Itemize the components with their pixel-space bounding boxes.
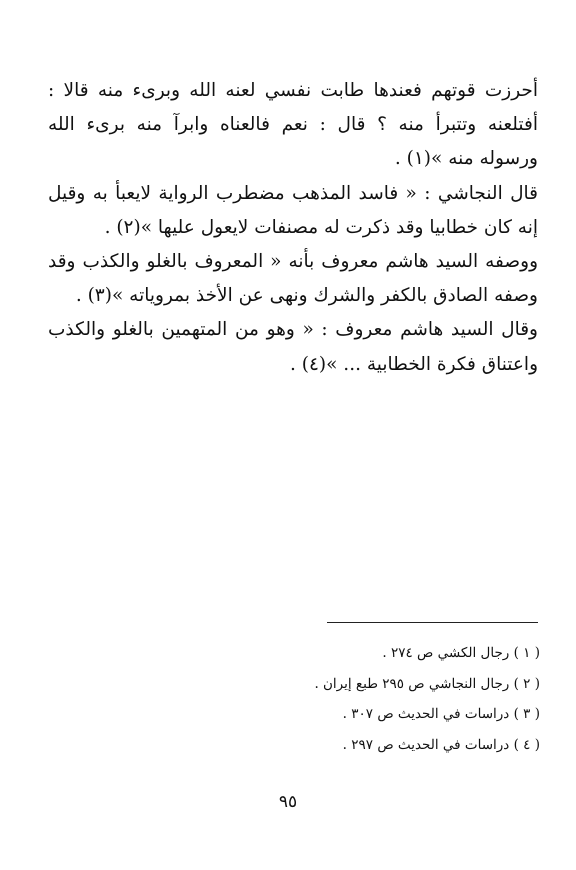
- footnote: ( ٣ ) دراسات في الحديث ص ٣٠٧ .: [342, 706, 540, 722]
- footnote: ( ٢ ) رجال النجاشي ص ٢٩٥ طبع إيران .: [314, 675, 540, 692]
- paragraph: وقال السيد هاشم معروف : « وهو من المتهمين بالغلو والكذب واعتناق فكرة الخطابية ... »(٤) .: [48, 319, 538, 375]
- paragraph: ووصفه السيد هاشم معروف بأنه « المعروف بالغلو والكذب وقد وصفه الصادق بالكفر والشرك ونهى عن الأخذ بمروياته »(٣) .: [48, 251, 538, 307]
- page-number: ٩٥: [278, 792, 298, 812]
- paragraph: قال النجاشي : « فاسد المذهب مضطرب الرواية لايعبأ به وقيل إنه كان خطابيا وقد ذكرت له مصنفات لايعول عليها »(٢) .: [48, 182, 538, 238]
- main-text: [48, 74, 538, 382]
- paragraph: أحرزت قوتهم فعندها طابت نفسي لعنه الله وبرىء منه قالا : أفتلعنه وتتبرأ منه ؟ قال : نعم فالعناه وابرآ منه برىء الله ورسوله منه »(١) .: [48, 80, 538, 170]
- footnote: ( ٤ ) دراسات في الحديث ص ٢٩٧ .: [342, 736, 540, 753]
- footnote: ( ١ ) رجال الكشي ص ٢٧٤ .: [382, 645, 540, 661]
- footnote-divider: [327, 622, 538, 623]
- footnotes: [48, 638, 540, 760]
